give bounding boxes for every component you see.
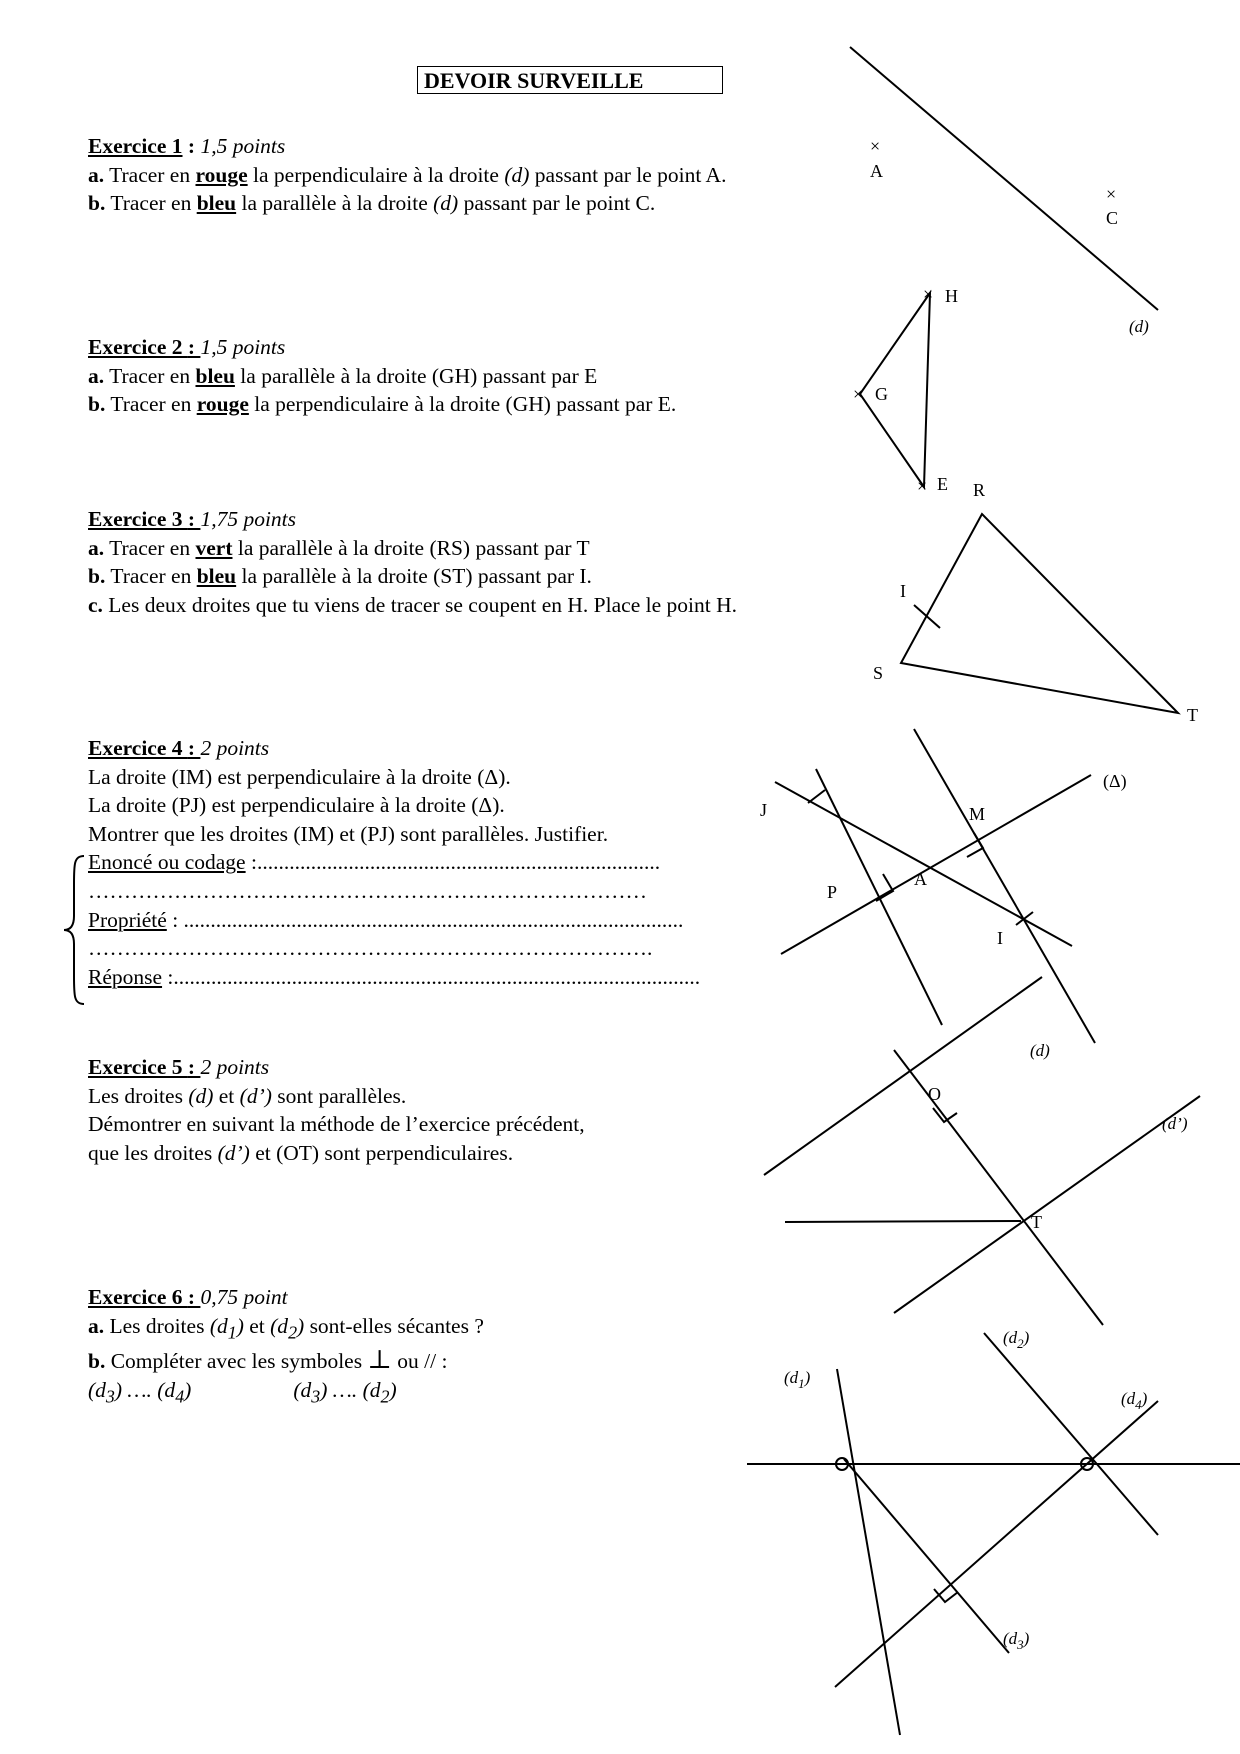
line-im	[914, 729, 1095, 1043]
line-ot	[894, 1050, 1103, 1325]
curly-brace	[60, 854, 90, 1006]
dots-line: …………………………………………………………………….	[88, 936, 653, 961]
label-dprime: (d’)	[1162, 1114, 1188, 1133]
label-j: J	[760, 800, 768, 820]
label-i: I	[997, 928, 1003, 948]
page-title: DEVOIR SURVEILLE	[417, 66, 723, 94]
label-d1: $(d_1)$	[784, 1368, 811, 1391]
label-a: A	[870, 161, 883, 181]
enonce-line: Enoncé ou codage :...........................................................................	[88, 850, 661, 875]
exercise-1-header: Exercice 1 : 1,5 points	[88, 134, 286, 158]
perpendicular-symbol: ⊥	[367, 1345, 392, 1375]
triangle-ghe	[860, 293, 930, 487]
line-d3	[844, 1459, 1009, 1653]
exercise-2-header: Exercice 2 : 1,5 points	[88, 335, 286, 359]
label-o: O	[928, 1084, 941, 1104]
cross-mark: ×	[917, 476, 928, 496]
completion-d3-d2: $(d_3)$ …. $(d_2)$	[293, 1378, 397, 1407]
cross-mark: ×	[1106, 184, 1117, 204]
tick-mark-i	[914, 605, 940, 628]
exercise-6	[88, 1283, 484, 1411]
right-angle-m	[967, 833, 983, 857]
cross-j	[808, 790, 825, 803]
line-d1	[837, 1369, 900, 1735]
completion-d3-d4: $(d_3)$ …. $(d_4)$	[88, 1378, 192, 1407]
label-e: E	[937, 474, 948, 494]
label-delta: (Δ)	[1103, 771, 1127, 791]
line-ja	[775, 782, 1072, 946]
exercise-6-completion-line	[88, 1376, 484, 1411]
label-m: M	[969, 804, 986, 824]
exercise-2	[88, 333, 676, 419]
exercise-5-line-3: que les droites (d’) et (OT) sont perpendiculaires.	[88, 1140, 514, 1165]
dots-line: ……………………………………………………………………	[88, 878, 647, 903]
circle-marker	[836, 1458, 848, 1470]
label-d: (d)	[1030, 1041, 1050, 1060]
color-word: bleu	[196, 191, 237, 216]
circle-marker	[1081, 1458, 1093, 1470]
exercise-4-line-2: La droite (PJ) est perpendiculaire à la droite (Δ).	[88, 793, 505, 818]
label-d: (d)	[1129, 317, 1149, 336]
line-pj	[816, 769, 942, 1025]
label-g: G	[875, 384, 888, 404]
exercise-6-header: Exercice 6 : 0,75 point	[88, 1285, 288, 1309]
exercise-4-header: Exercice 4 : 2 points	[88, 736, 270, 760]
propriete-line: Propriété : .............................................................................................	[88, 907, 684, 932]
line-d2	[984, 1333, 1158, 1535]
exercise-5-header: Exercice 5 : 2 points	[88, 1055, 270, 1079]
label-c: C	[1106, 208, 1119, 228]
exercise-4-line-3: Montrer que les droites (IM) et (PJ) sont parallèles. Justifier.	[88, 821, 609, 846]
exercise-3-question-c: c. Les deux droites que tu viens de tracer se coupent en H. Place le point H.	[88, 592, 737, 617]
exercise-3-question-b: b. Tracer en bleu la parallèle à la droite (ST) passant par I.	[88, 564, 592, 589]
cross-mark: ×	[870, 136, 881, 156]
exercise-4	[88, 734, 700, 991]
exercise-3-header: Exercice 3 : 1,75 points	[88, 507, 297, 531]
label-t: T	[1031, 1212, 1042, 1232]
color-word: rouge	[195, 162, 248, 187]
segment-base	[785, 1221, 1021, 1222]
label-i: I	[900, 581, 906, 601]
exercise-6-question-a: a. Les droites $(d_1)$ et $(d_2)$ sont-elles sécantes ?	[88, 1313, 484, 1342]
line-d5	[764, 977, 1042, 1175]
exercise-2-question-b: b. Tracer en rouge la perpendiculaire à la droite (GH) passant par E.	[88, 392, 677, 417]
label-d2: $(d_2)$	[1003, 1328, 1030, 1351]
line-dprime	[894, 1096, 1200, 1313]
right-angle-p	[876, 874, 893, 901]
line-delta	[781, 775, 1091, 954]
exercise-2-question-a: a. Tracer en bleu la parallèle à la droite (GH) passant par E	[88, 363, 598, 388]
line-d	[850, 47, 1158, 310]
cross-mark: ×	[923, 284, 934, 304]
label-p: P	[827, 882, 838, 902]
triangle-rst	[901, 514, 1178, 713]
exercise-3	[88, 505, 737, 619]
label-d4: $(d_4)$	[1121, 1389, 1148, 1412]
exercise-3-question-a: a. Tracer en vert la parallèle à la droite (RS) passant par T	[88, 535, 590, 560]
exercise-1	[88, 132, 726, 218]
exercise-5-line-2: Démontrer en suivant la méthode de l’exercice précédent,	[88, 1112, 585, 1137]
label-r: R	[973, 480, 986, 500]
exercise-4-line-1: La droite (IM) est perpendiculaire à la droite (Δ).	[88, 764, 511, 789]
exercise-1-points: 1,5 points	[200, 134, 286, 158]
exercise-6-question-b: b. Compléter avec les symboles ⊥ ou // :	[88, 1345, 448, 1375]
exercise-5-line-1: Les droites (d) et (d’) sont parallèles.	[88, 1083, 407, 1108]
right-angle-o	[933, 1108, 957, 1122]
cross-mark: ×	[853, 384, 864, 404]
label-s: S	[873, 663, 884, 683]
label-h: H	[945, 286, 958, 306]
label-t: T	[1187, 705, 1198, 725]
exercise-1-question-b: b. Tracer en bleu la parallèle à la droite (d) passant par le point C.	[88, 191, 656, 216]
line-d4	[835, 1401, 1158, 1687]
exercise-5	[88, 1053, 585, 1167]
label-d3: $(d_3)$	[1003, 1629, 1030, 1652]
exercise-1-heading: Exercice 1	[88, 134, 183, 158]
right-angle-d3	[934, 1589, 958, 1602]
exercise-1-question-a: a. Tracer en rouge la perpendiculaire à la droite (d) passant par le point A.	[88, 162, 727, 187]
reponse-line: Réponse :..................................................................................................	[88, 964, 701, 989]
cross-i	[1016, 912, 1033, 925]
label-a: A	[914, 869, 927, 889]
